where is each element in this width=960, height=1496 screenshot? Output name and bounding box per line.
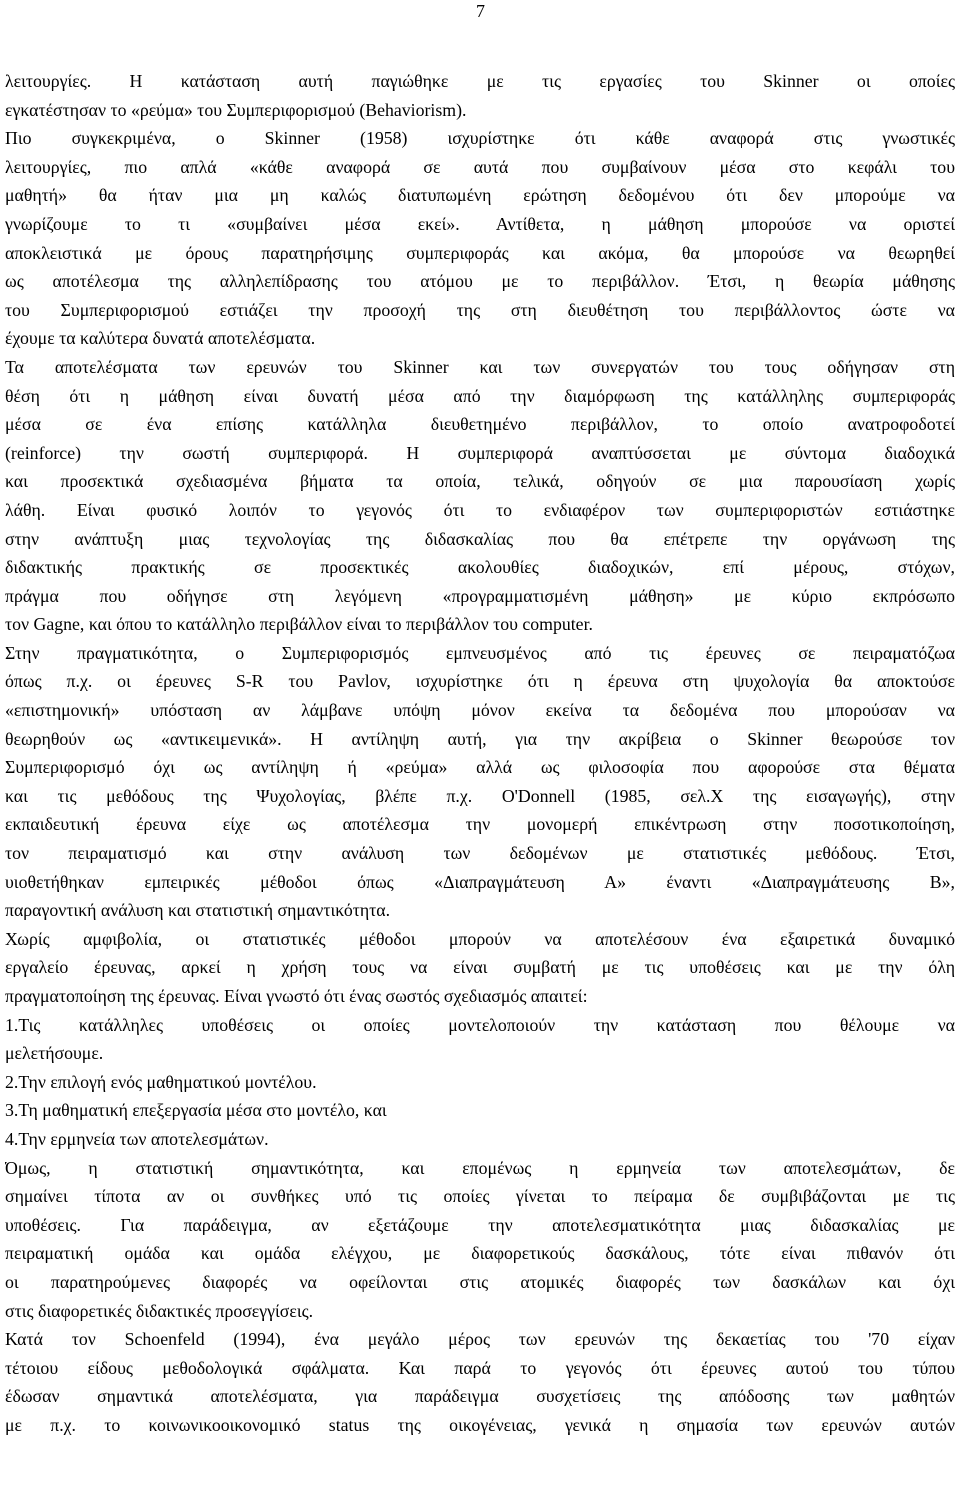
text-line: μαθητή» θα ήταν μια μη καλώς διατυπωμένη ερώτηση δεδομένου ότι δεν μπορούμε να [5, 185, 955, 206]
text-line: εγκατέστησαν το «ρεύμα» του Συμπεριφορισμού (Behaviorism). [5, 99, 467, 120]
text-line: 1.Τις κατάλληλες υποθέσεις οι οποίες μοντελοποιούν την κατάσταση που θέλουμε να [5, 1014, 955, 1035]
list-item: 3.Τη μαθηματική επεξεργασία μέσα στο μοντέλο, και [5, 1100, 387, 1121]
text-line: υποθέσεις. Για παράδειγμα, αν εξετάζουμε την αποτελεσματικότητα μιας διδασκαλίας με [5, 1214, 955, 1235]
text-line: πραγματοποίηση της έρευνας. Είναι γνωστό ότι ένας σωστός σχεδιασμός απαιτεί: [5, 986, 588, 1006]
list-item: 4.Την ερμηνεία των αποτελεσμάτων. [5, 1128, 269, 1149]
text-line: ως αποτέλεσμα της αλληλεπίδρασης του ατόμου με το περιβάλλον. Έτσι, η θεωρία μάθησης [5, 271, 955, 292]
text-line: Πιο συγκεκριμένα, ο Skinner (1958) ισχυρίστηκε ότι κάθε αναφορά στις γνωστικές [5, 128, 955, 149]
text-line: θεωρηθούν ως «αντικειμενικά». Η αντίληψη αυτή, για την ακρίβεια ο Skinner θεωρούσε τον [5, 728, 955, 749]
text-line: αποκλειστικά με όρους παρατηρήσιμης συμπεριφοράς και ακόμα, θα μπορούσε να θεωρηθεί [5, 242, 955, 263]
page-number: 7 [476, 1, 485, 21]
text-line: έδωσαν σημαντικά αποτελέσματα, για παράδειγμα συσχετίσεις της απόδοσης των μαθητών [5, 1386, 955, 1407]
text-line: λειτουργίες. Η κατάσταση αυτή παγιώθηκε με τις εργασίες του Skinner οι οποίες [5, 71, 955, 91]
text-line: και τις μεθόδους της Ψυχολογίας, βλέπε π.χ. O'Donnell (1985, σελ.Χ της εισαγωγής), στην [5, 785, 955, 806]
text-line: Συμπεριφορισμό όχι ως αντίληψη ή «ρεύμα» αλλά ως φιλοσοφία που αφορούσε στα θέματα [5, 757, 955, 778]
text-line: γνωρίζουμε το τι «συμβαίνει μέσα εκεί». Αντίθετα, η μάθηση μπορούσε να οριστεί [5, 213, 955, 234]
text-line: τον πειραματισμό και στην ανάλυση των δεδομένων με στατιστικές μεθόδους. Έτσι, [5, 843, 955, 864]
text-line: στην ανάπτυξη μιας τεχνολογίας της διδασκαλίας που θα επέτρεπε την οργάνωση της [5, 528, 955, 549]
document-body [5, 67, 955, 1440]
text-line: τέτοιου είδους μεθοδολογικά σφάλματα. Και παρά το γεγονός ότι έρευνες αυτού του τύπου [5, 1357, 955, 1378]
text-line: λειτουργίες, πιο απλά «κάθε αναφορά σε αυτά που συμβαίνουν μέσα στο κεφάλι του [5, 156, 955, 177]
text-line: τον Gagne, και όπου το κατάλληλο περιβάλλον είναι το περιβάλλον του computer. [5, 614, 593, 635]
text-line: θέση ότι η μάθηση είναι δυνατή μέσα από την διαμόρφωση της κατάλληλης συμπεριφοράς [5, 385, 955, 406]
text-line: Στην πραγματικότητα, ο Συμπεριφορισμός εμπνευσμένος από τις έρευνες σε πειραματόζωα [5, 642, 955, 663]
text-line: στις διαφορετικές διδακτικές προσεγγίσεις. [5, 1300, 314, 1321]
text-line: πράγμα που οδήγησε στη λεγόμενη «προγραμματισμένη μάθηση» με κύριο εκπρόσωπο [5, 585, 955, 606]
text-line: μέσα σε ένα επίσης κατάλληλα διευθετημένο περιβάλλον, το οποίο ανατροφοδοτεί [5, 414, 955, 435]
text-line: όπως π.χ. οι έρευνες S-R του Pavlov, ισχυρίστηκε ότι η έρευνα στη ψυχολογία θα αποκτούσε [5, 671, 955, 692]
list-item: 2.Την επιλογή ενός μαθηματικού μοντέλου. [5, 1071, 317, 1092]
text-line: Χωρίς αμφιβολία, οι στατιστικές μέθοδοι μπορούν να αποτελέσουν ένα εξαιρετικά δυναμικό [5, 928, 955, 949]
text-line: (reinforce) την σωστή συμπεριφορά. Η συμπεριφορά αναπτύσσεται με σύντομα διαδοχικά [5, 442, 955, 463]
text-line: μελετήσουμε. [5, 1043, 104, 1064]
text-line: Τα αποτελέσματα των ερευνών του Skinner και των συνεργατών του τους οδήγησαν στη [5, 356, 955, 377]
text-line: με π.χ. το κοινωνικοοικονομικό status της οικογένειας, γενικά η σημασία των ερευνών αυτών [5, 1414, 955, 1435]
text-line: υιοθετήθηκαν εμπειρικές μέθοδοι όπως «Διαπραγμάτευση Α» έναντι «Διαπραγμάτευσης Β», [5, 871, 955, 892]
text-line: Όμως, η στατιστική σημαντικότητα, και επομένως η ερμηνεία των αποτελεσμάτων, δε [5, 1157, 955, 1178]
text-line: οι παρατηρούμενες διαφορές να οφείλονται στις ατομικές διαφορές των δασκάλων και όχι [5, 1271, 955, 1292]
text-line: του Συμπεριφορισμού εστιάζει την προσοχή της στη διευθέτηση του περιβάλλοντος ώστε να [5, 299, 955, 320]
text-line: εργαλείο έρευνας, αρκεί η χρήση τους να είναι συμβατή με τις υποθέσεις και με την όλη [5, 957, 955, 978]
text-line: σημαίνει τίποτα αν οι συνθήκες υπό τις οποίες γίνεται το πείραμα δε συμβιβάζονται με τις [5, 1186, 955, 1207]
text-line: και προσεκτικά σχεδιασμένα βήματα τα οποία, τελικά, οδηγούν σε μια παρουσίαση χωρίς [5, 471, 955, 492]
text-line: εκπαιδευτική έρευνα είχε ως αποτέλεσμα την μονομερή επικέντρωση στην ποσοτικοποίηση, [5, 814, 955, 835]
text-line: Κατά τον Schoenfeld (1994), ένα μεγάλο μέρος των ερευνών της δεκαετίας του '70 είχαν [5, 1329, 955, 1350]
text-line: διδακτικής πρακτικής σε προσεκτικές ακολουθίες διαδοχικών, επί μέρους, στόχων, [5, 557, 955, 578]
text-line: «επιστημονική» υπόσταση αν λάμβανε υπόψη μόνον εκείνα τα δεδομένα που μπορούσαν να [5, 700, 955, 721]
text-line: πειραματική ομάδα και ομάδα ελέγχου, με διαφορετικούς δασκάλους, τότε είναι πιθανόν ότι [5, 1243, 955, 1264]
text-line: παραγοντική ανάλυση και στατιστική σημαντικότητα. [5, 900, 391, 921]
text-line: λάθη. Είναι φυσικό λοιπόν το γεγονός ότι το ενδιαφέρον των συμπεριφοριστών εστιάστηκε [5, 499, 955, 520]
text-line: έχουμε τα καλύτερα δυνατά αποτελέσματα. [5, 328, 316, 349]
